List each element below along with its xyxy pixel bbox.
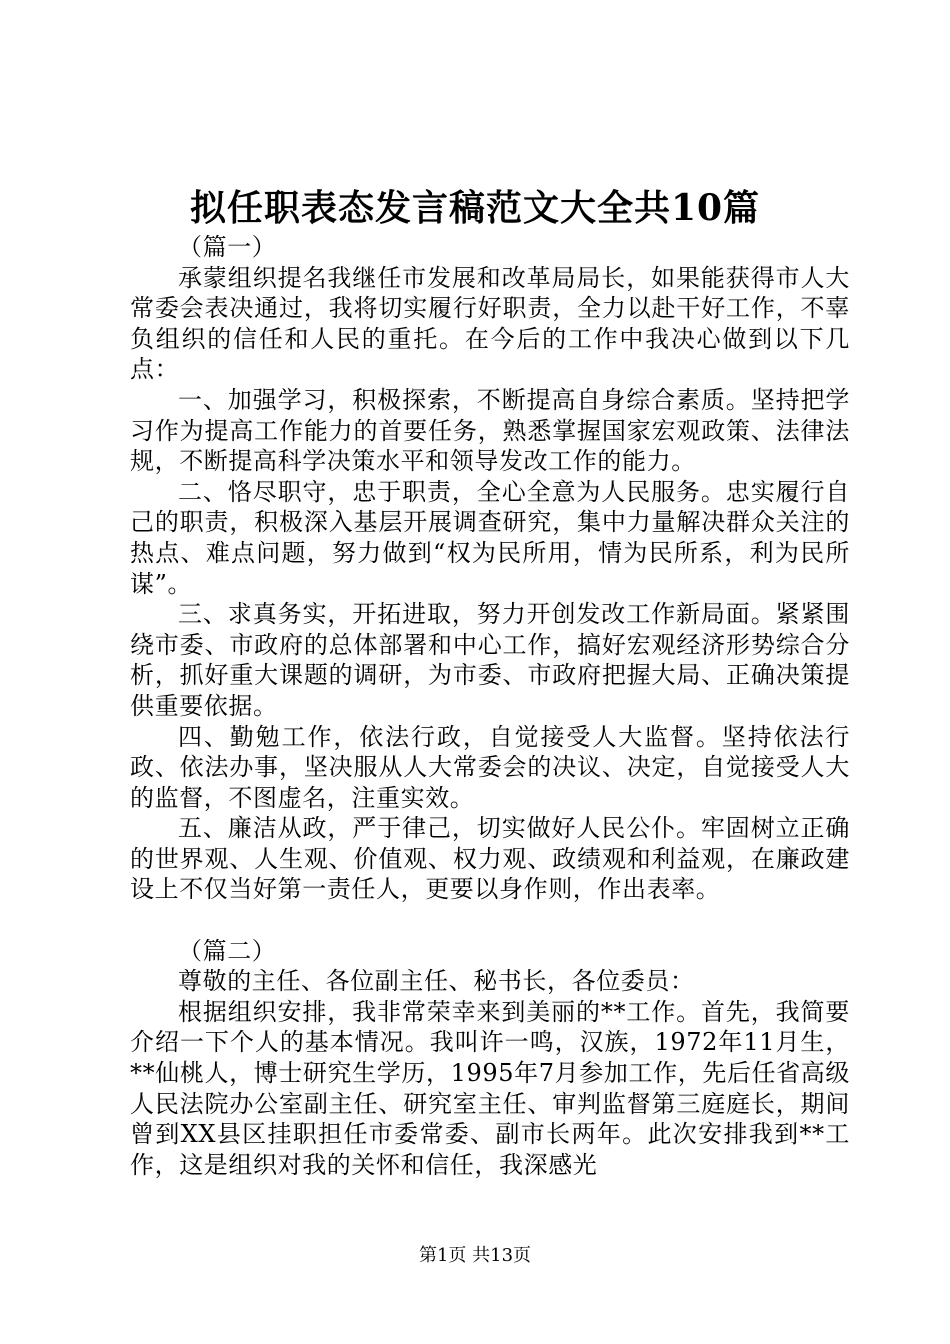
page-footer: 第1页 共13页 bbox=[418, 1245, 532, 1266]
section-1 bbox=[130, 232, 850, 905]
paragraph: 四、勤勉工作，依法行政，自觉接受人大监督。坚持依法行政、依法办事，坚决服从人大常委会的决议、决定，自觉接受人大的监督，不图虚名，注重实效。 bbox=[130, 722, 850, 812]
section-2 bbox=[130, 936, 850, 1181]
document-title: 拟任职表态发言稿范文大全共10篇 bbox=[189, 187, 761, 229]
paragraph: 根据组织安排，我非常荣幸来到美丽的**工作。首先，我简要介绍一下个人的基本情况。我叫许一鸣，汉族，1972年11月生，**仙桃人，博士研究生学历，1995年7月参加工作，先后任省高级人民法院办公室副主任、研究室主任、审判监督第三庭庭长，期间曾到XX县区挂职担任市委常委、副市长两年。此次安排我到**工作，这是组织对我的关怀和信任，我深感光 bbox=[130, 997, 850, 1179]
section-label: （篇二） bbox=[178, 936, 277, 965]
paragraph: 三、求真务实，开拓进取，努力开创发改工作新局面。紧紧围绕市委、市政府的总体部署和中心工作，搞好宏观经济形势综合分析，抓好重大课题的调研，为市委、市政府把握大局、正确决策提供重要依据。 bbox=[130, 600, 850, 720]
paragraph: 一、加强学习，积极探索，不断提高自身综合素质。坚持把学习作为提高工作能力的首要任务，熟悉掌握国家宏观政策、法律法规，不断提高科学决策水平和领导发改工作的能力。 bbox=[130, 385, 850, 476]
paragraph: 二、恪尽职守，忠于职责，全心全意为人民服务。忠实履行自己的职责，积极深入基层开展调查研究，集中力量解决群众关注的热点、难点问题，努力做到“权为民所用，情为民所系，利为民所谋”。 bbox=[130, 477, 850, 598]
paragraph: 五、廉洁从政，严于律己，切实做好人民公仆。牢固树立正确的世界观、人生观、价值观、权力观、政绩观和利益观，在廉政建设上不仅当好第一责任人，更要以身作则，作出表率。 bbox=[130, 814, 850, 904]
paragraph: 承蒙组织提名我继任市发展和改革局局长，如果能获得市人大常委会表决通过，我将切实履行好职责，全力以赴干好工作，不辜负组织的信任和人民的重托。在今后的工作中我决心做到以下几点： bbox=[130, 263, 850, 384]
document-body bbox=[130, 232, 850, 1180]
paragraph: 尊敬的主任、各位副主任、秘书长，各位委员： bbox=[178, 967, 695, 996]
section-spacer bbox=[130, 905, 850, 936]
section-label: （篇一） bbox=[178, 233, 277, 261]
